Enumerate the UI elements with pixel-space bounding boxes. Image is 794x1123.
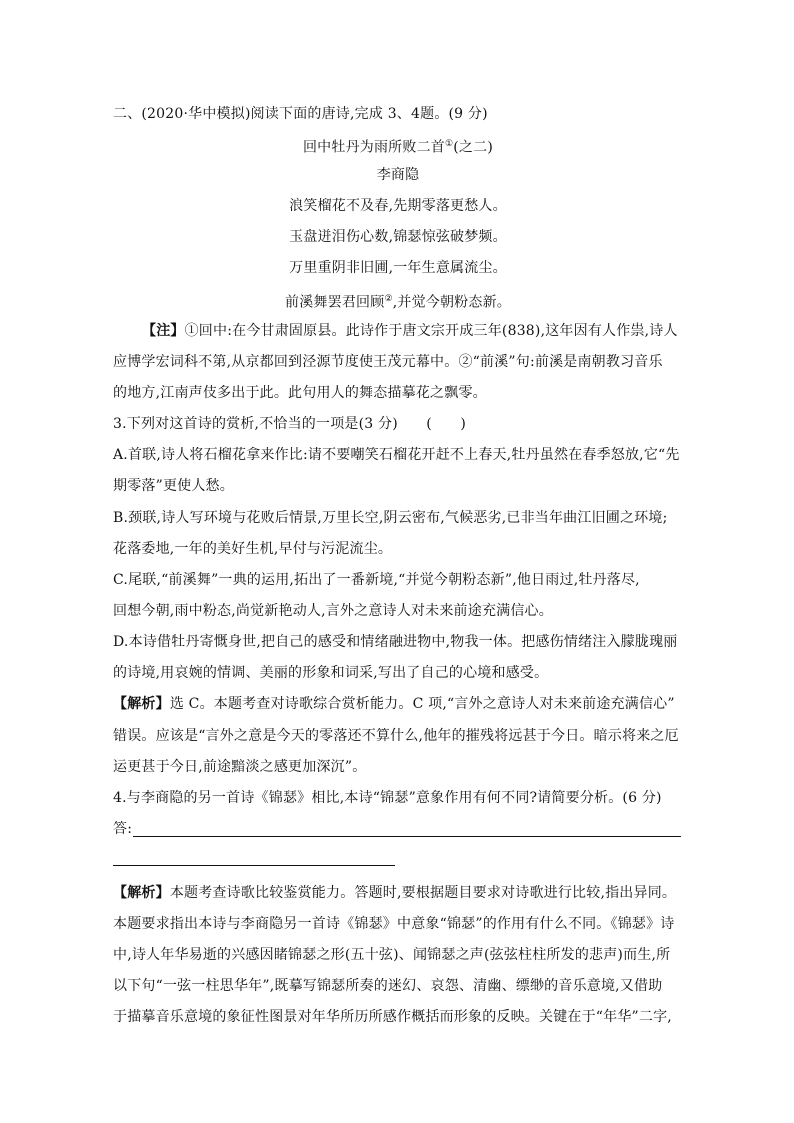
q3-analysis-line: 运更甚于今日,前途黯淡之感更加深沉”。 (113, 759, 367, 775)
q3-option: 期零落”更使人愁。 (113, 478, 234, 494)
q4-analysis-line: 以下句“一弦一柱思华年”,既摹写锦瑟所奏的迷幻、哀怨、清幽、缥缈的音乐意境,又借助 (113, 978, 663, 994)
q4-analysis-tag: 【解析】 (113, 885, 170, 901)
poem-line-last-a: 前溪舞罢君回顾 (285, 294, 385, 311)
q4-analysis-line: 本题要求指出本诗与李商隐另一首诗《锦瑟》中意象“锦瑟”的作用有什么不同。《锦瑟》诗 (113, 916, 675, 932)
q3-option: A.首联,诗人将石榴花拿来作比:请不要嘲笑石榴花开赶不上春天,牡丹虽然在春季怒放,它“先 (113, 447, 680, 463)
answer-line[interactable] (133, 836, 681, 837)
q4-analysis-text: 本题考查诗歌比较鉴赏能力。答题时,要根据题目要求对诗歌进行比较,指出异同。 (169, 885, 677, 901)
q4-analysis-line: 中,诗人年华易逝的兴感因睹锦瑟之形(五十弦)、闻锦瑟之声(弦弦柱柱所发的悲声)而生,所 (113, 947, 671, 963)
q4-answer-label: 答: (113, 821, 133, 837)
poem-line: 玉盘迸泪伤心数,锦瑟惊弦破梦频。 (289, 229, 507, 245)
q3-analysis-line (113, 694, 683, 714)
poem-title-text: 回中牡丹为雨所败二首 (302, 139, 445, 156)
q4-stem: 4.与李商隐的另一首诗《锦瑟》相比,本诗“锦瑟”意象作用有何不同?请简要分析。(6 分) (113, 790, 662, 806)
q3-option: 花落委地,一年的美好生机,早付与污泥流尘。 (113, 541, 393, 557)
poem-title (113, 134, 683, 158)
q3-option: C.尾联,“前溪舞”一典的运用,拓出了一番新境,“并觉今朝粉态新”,他日雨过,牡丹落尽, (113, 572, 640, 588)
note-line (142, 321, 683, 341)
note-line: 应博学宏词科不第,从京都回到泾源节度使王茂元幕中。②“前溪”句:前溪是南朝教习音乐 (113, 354, 663, 370)
q3-analysis-line: 错误。应该是“言外之意是今天的零落还不算什么,他年的摧残将远甚于今日。暗示将来之厄 (113, 728, 679, 744)
q3-option: 的诗境,用哀婉的情调、美丽的形象和词采,写出了自己的心境和感受。 (113, 665, 549, 681)
note-tag: 【注】 (142, 323, 185, 339)
note-line: 的地方,江南声伎多出于此。此句用人的舞态描摹花之飘零。 (113, 385, 487, 401)
poem-line-footnote: ② (384, 294, 393, 304)
poem-author: 李商隐 (376, 167, 420, 183)
q4-analysis-line: 于描摹音乐意境的象征性图景对年华所历所感作概括而形象的反映。关键在于“年华”二字, (113, 1009, 672, 1025)
section-heading: 二、(2020·华中模拟)阅读下面的唐诗,完成 3、4题。(9 分) (113, 106, 488, 122)
note-text: ①回中:在今甘肃固原县。此诗作于唐文宗开成三年(838),这年因有人作祟,诗人 (184, 323, 678, 339)
q3-option: 回想今朝,雨中粉态,尚觉新艳动人,言外之意诗人对未来前途充满信心。 (113, 603, 553, 619)
q3-option: D.本诗借牡丹寄慨身世,把自己的感受和情绪融进物中,物我一体。把感伤情绪注入朦胧瑰丽 (113, 634, 678, 650)
poem-line: 浪笑榴花不及春,先期零落更愁人。 (289, 198, 507, 214)
q3-analysis-text: 选 C。本题考查对诗歌综合赏析能力。C 项,“言外之意诗人对未来前途充满信心” (169, 696, 675, 712)
poem-title-footnote: ① (444, 139, 454, 149)
q4-analysis-line (113, 883, 683, 903)
q3-stem: 3.下列对这首诗的赏析,不恰当的一项是(3 分) ( ) (113, 416, 467, 432)
q3-analysis-tag: 【解析】 (113, 696, 170, 712)
poem-title-suffix: (之二) (453, 139, 493, 156)
answer-line[interactable] (113, 865, 395, 866)
q3-option: B.颈联,诗人写环境与花败后情景,万里长空,阴云密布,气候恶劣,已非当年曲江旧圃之环境; (113, 510, 668, 526)
poem-line-last (113, 289, 683, 313)
poem-line: 万里重阴非旧圃,一年生意属流尘。 (289, 260, 507, 276)
poem-line-last-b: ,并觉今朝粉态新。 (392, 294, 511, 311)
